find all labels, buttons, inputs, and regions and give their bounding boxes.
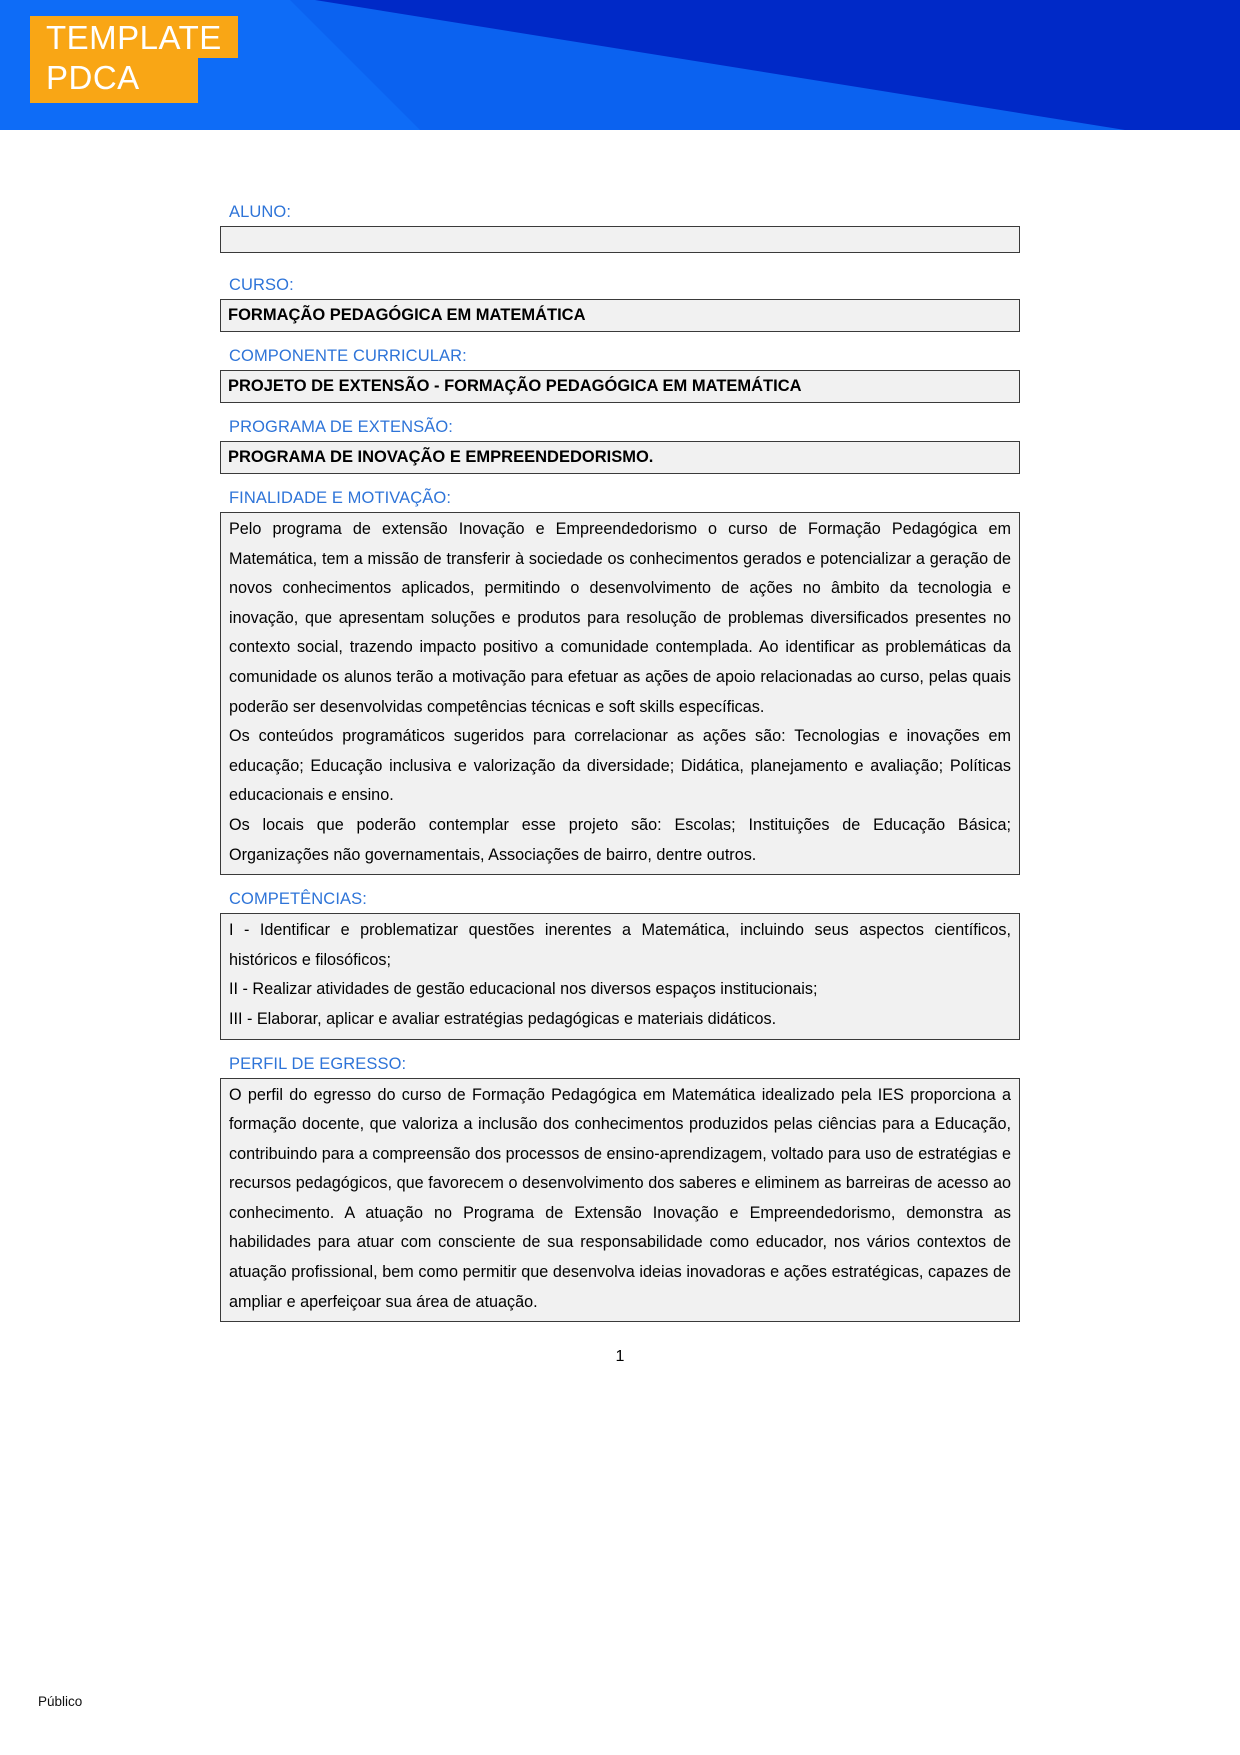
template-pdca-logo — [30, 16, 238, 103]
spacer — [220, 403, 1020, 417]
section-finalidade-motivacao — [220, 488, 1020, 875]
field-value-curso: FORMAÇÃO PEDAGÓGICA EM MATEMÁTICA — [228, 306, 586, 324]
logo-row-pdca — [30, 58, 198, 103]
logo-text-pdca: PDCA — [46, 59, 140, 96]
section-body-perfil-egresso[interactable] — [220, 1078, 1020, 1323]
field-input-curso[interactable] — [220, 299, 1020, 332]
page-header-banner — [0, 0, 1240, 130]
logo-text-template: TEMPLATE — [46, 19, 222, 56]
field-group-programa-extensao — [220, 417, 1020, 474]
spacer — [220, 474, 1020, 488]
section-perfil-egresso — [220, 1054, 1020, 1323]
field-value-componente-curricular: PROJETO DE EXTENSÃO - FORMAÇÃO PEDAGÓGICA EM MATEMÁTICA — [228, 377, 802, 395]
spacer — [220, 332, 1020, 346]
competencia-item: II - Realizar atividades de gestão educacional nos diversos espaços institucionais; — [229, 980, 818, 999]
field-input-aluno[interactable] — [220, 226, 1020, 253]
spacer — [220, 875, 1020, 889]
field-value-programa-extensao: PROGRAMA DE INOVAÇÃO E EMPREENDEDORISMO. — [228, 448, 654, 466]
section-body-finalidade-motivacao[interactable] — [220, 512, 1020, 875]
section-label-competencias: COMPETÊNCIAS: — [229, 890, 367, 909]
page-number: 1 — [615, 1348, 625, 1366]
field-input-componente-curricular[interactable] — [220, 370, 1020, 403]
field-label-aluno: ALUNO: — [229, 203, 292, 221]
field-group-componente-curricular — [220, 346, 1020, 403]
logo-row-template — [30, 16, 238, 58]
field-label-componente-curricular: COMPONENTE CURRICULAR: — [229, 347, 467, 365]
section-competencias — [220, 889, 1020, 1039]
field-label-curso: CURSO: — [229, 276, 294, 294]
field-group-aluno — [220, 202, 1020, 253]
paragraph: Os conteúdos programáticos sugeridos para correlacionar as ações são: Tecnologias e inovações em educação; Educação inclusiva e valorização da diversidade; Didática, planejamento e avaliação; Políticas educacionais e ensino. — [229, 727, 1011, 805]
field-group-curso — [220, 275, 1020, 332]
field-input-programa-extensao[interactable] — [220, 441, 1020, 474]
document-classification-label: Público — [38, 1694, 83, 1709]
field-label-programa-extensao: PROGRAMA DE EXTENSÃO: — [229, 418, 453, 436]
competencia-item: III - Elaborar, aplicar e avaliar estratégias pedagógicas e materiais didáticos. — [229, 1009, 777, 1028]
section-label-perfil-egresso: PERFIL DE EGRESSO: — [229, 1054, 407, 1073]
paragraph: Pelo programa de extensão Inovação e Empreendedorismo o curso de Formação Pedagógica em Matemática, tem a missão de transferir à sociedade os conhecimentos gerados e potencializar a geração de novos conhecimentos aplicados, permitindo o desenvolvimento de ações no âmbito da tecnologia e inovação, que apresentam soluções e produtos para resolução de problemas diversificados presentes no contexto social, trazendo impacto positivo a comunidade contemplada. Ao identificar as problemáticas da comunidade os alunos terão a motivação para efetuar as ações de apoio relacionadas ao curso, pelas quais poderão ser desenvolvidas competências técnicas e soft skills específicas. — [229, 520, 1011, 716]
section-body-competencias[interactable] — [220, 913, 1020, 1039]
document-content — [220, 130, 1020, 1368]
paragraph: O perfil do egresso do curso de Formação Pedagógica em Matemática idealizado pela IES proporciona a formação docente, que valoriza a inclusão dos conhecimentos produzidos pelas ciências para a Educação, contribuindo para a compreensão dos processos de ensino-aprendizagem, voltado para uso de estratégias e recursos pedagógicos, que favorecem o desenvolvimento dos saberes e eliminem as barreiras de acesso ao conhecimento. A atuação no Programa de Extensão Inovação e Empreendedorismo, demonstra as habilidades para atuar com consciente de sua responsabilidade como educador, nos vários contextos de atuação profissional, bem como permitir que desenvolva ideias inovadoras e ações estratégicas, capazes de ampliar e aperfeiçoar sua área de atuação. — [229, 1085, 1011, 1311]
section-label-finalidade-motivacao: FINALIDADE E MOTIVAÇÃO: — [229, 489, 452, 507]
document-page — [0, 130, 1240, 1368]
spacer — [220, 1040, 1020, 1054]
spacer — [220, 253, 1020, 275]
competencia-item: I - Identificar e problematizar questões inerentes a Matemática, incluindo seus aspectos científicos, históricos e filosóficos; — [229, 921, 1011, 969]
paragraph: Os locais que poderão contemplar esse projeto são: Escolas; Instituições de Educação Básica; Organizações não governamentais, Associações de bairro, dentre outros. — [229, 815, 1011, 864]
